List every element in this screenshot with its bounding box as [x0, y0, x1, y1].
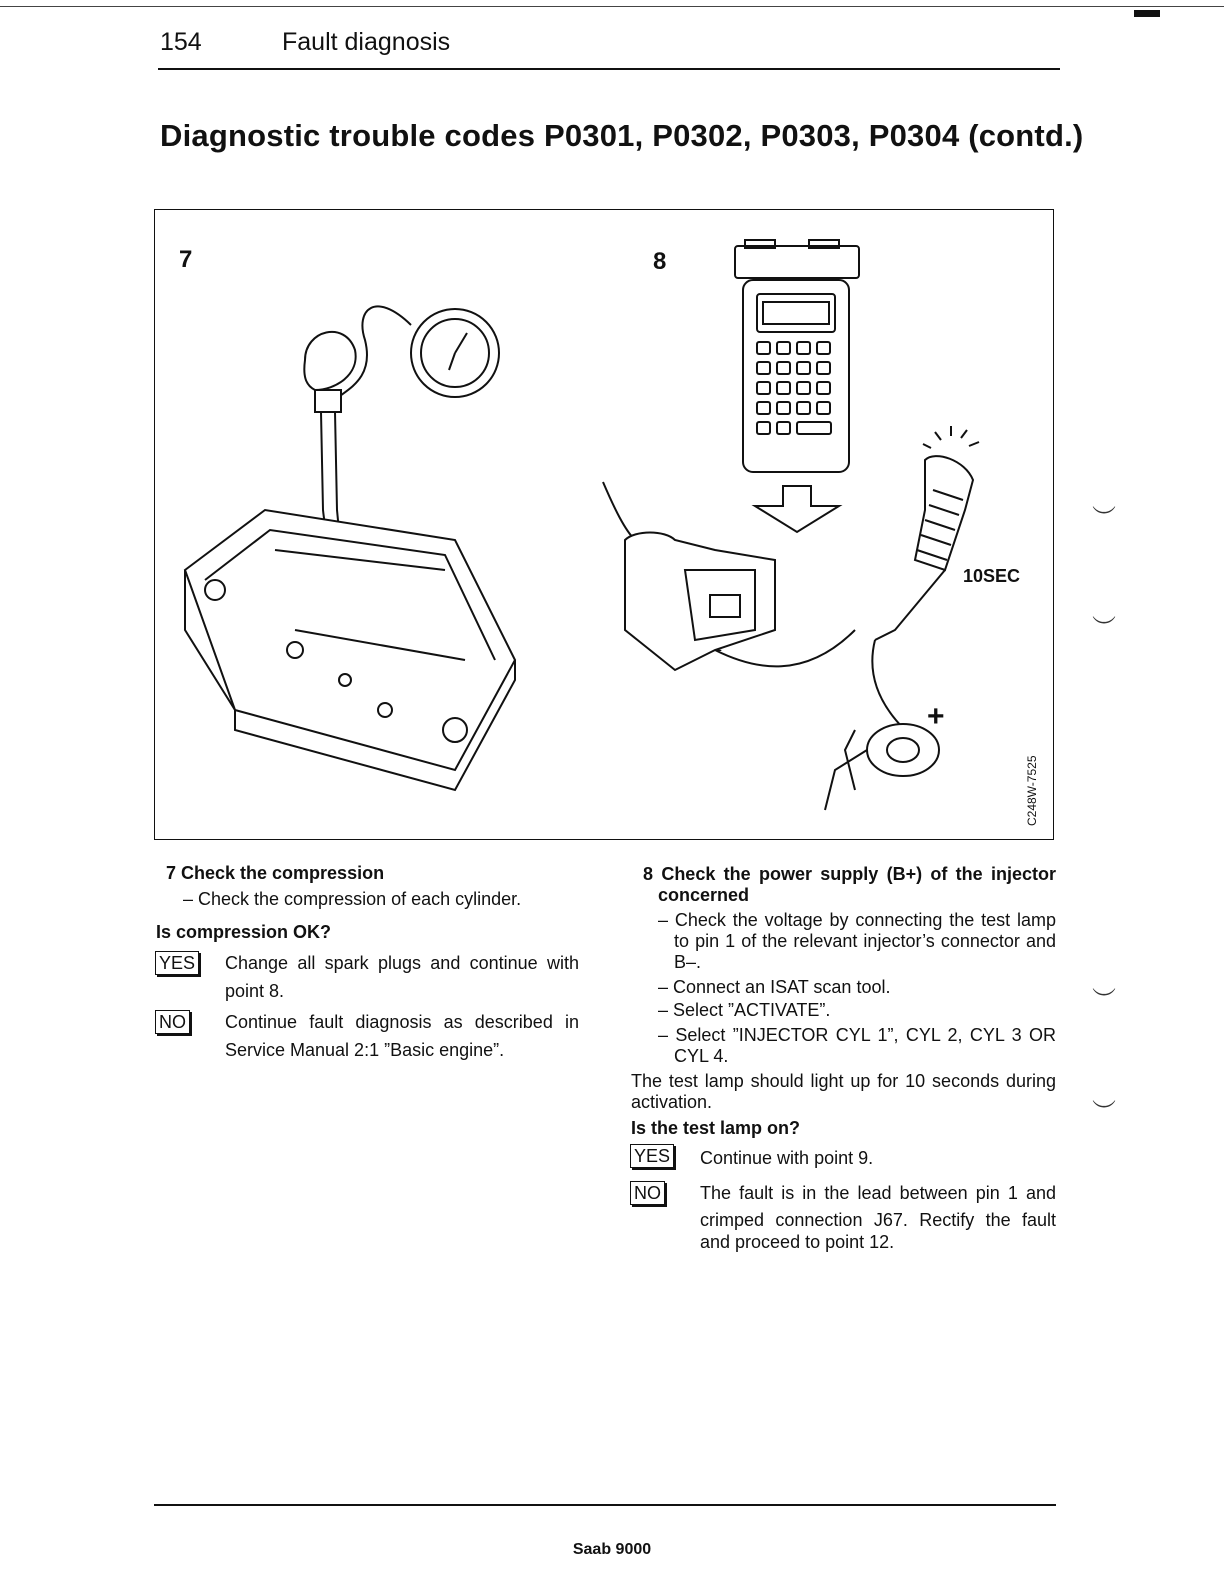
step7-instruction: – Check the compression of each cylinder.	[183, 889, 522, 909]
margin-tick: ︶	[1092, 987, 1116, 1014]
step8-bullet3: – Select ”ACTIVATE”.	[658, 1000, 831, 1020]
step8-bullet4-line1: – Select ”INJECTOR CYL 1”, CYL 2, CYL 3 OR	[658, 1025, 1056, 1045]
margin-tick: ︶	[1092, 505, 1116, 532]
step8-note-line2: activation.	[631, 1092, 713, 1112]
step8-no-text-line3: and proceed to point 12.	[700, 1232, 895, 1252]
header-rule	[158, 68, 1060, 70]
step7-no-badge: NO	[155, 1010, 190, 1034]
step8-no-text-line1: The fault is in the lead between pin 1 and	[700, 1183, 1056, 1203]
section-title: Fault diagnosis	[282, 28, 451, 56]
step8-heading-line1: 8 Check the power supply (B+) of the injector	[643, 864, 1056, 884]
step7-yes-badge: YES	[155, 951, 199, 975]
test-lamp-icon	[872, 426, 979, 730]
step7-yes-text-line2: point 8.	[225, 981, 285, 1001]
step7-question: Is compression OK?	[156, 922, 332, 942]
panel-8-number: 8	[653, 248, 667, 275]
step8-bullet2: – Connect an ISAT scan tool.	[658, 977, 891, 997]
step7-no-text-line2: Service Manual 2:1 ”Basic engine”.	[225, 1040, 505, 1060]
step8-yes-text: Continue with point 9.	[700, 1148, 874, 1168]
illustration-frame	[154, 209, 1054, 840]
page-title: Diagnostic trouble codes P0301, P0302, P0303, P0304 (contd.)	[160, 118, 1084, 153]
footer-model: Saab 9000	[572, 1541, 652, 1558]
step8-bullet4-line2: CYL 4.	[674, 1046, 729, 1066]
page-number: 154	[160, 28, 202, 56]
plus-label: +	[927, 700, 945, 733]
step8-bullet1-line3: B–.	[674, 952, 702, 972]
step8-yes-badge: YES	[630, 1144, 674, 1168]
technical-illustration	[155, 210, 1055, 841]
step7-heading: 7 Check the compression	[166, 863, 385, 883]
step8-no-text-line2: crimped connection J67. Rectify the fault	[700, 1210, 1056, 1230]
footer-rule	[154, 1504, 1056, 1506]
step8-question: Is the test lamp on?	[631, 1118, 801, 1138]
step8-note-line1: The test lamp should light up for 10 seconds during	[631, 1071, 1056, 1091]
timer-label: 10SEC	[963, 566, 1021, 586]
step8-bullet1-line1: – Check the voltage by connecting the test lamp	[658, 910, 1056, 930]
scan-tool-icon	[735, 240, 859, 472]
top-scan-line	[0, 6, 1224, 7]
cylinder-head-icon	[185, 510, 515, 790]
step7-no-text-line1: Continue fault diagnosis as described in	[225, 1012, 579, 1032]
panel-7-number: 7	[179, 246, 193, 273]
step8-bullet1-line2: to pin 1 of the relevant injector’s connector and	[674, 931, 1056, 951]
down-arrow-icon	[755, 486, 839, 532]
step7-yes-text-line1: Change all spark plugs and continue with	[225, 953, 579, 973]
margin-tick: ︶	[1092, 1099, 1116, 1126]
corner-mark	[1134, 10, 1160, 17]
margin-tick: ︶	[1092, 615, 1116, 642]
step8-no-badge: NO	[630, 1181, 665, 1205]
step8-heading-line2: concerned	[658, 885, 750, 905]
battery-terminal-icon	[825, 724, 939, 810]
figure-code: C248W-7525	[1025, 755, 1039, 826]
